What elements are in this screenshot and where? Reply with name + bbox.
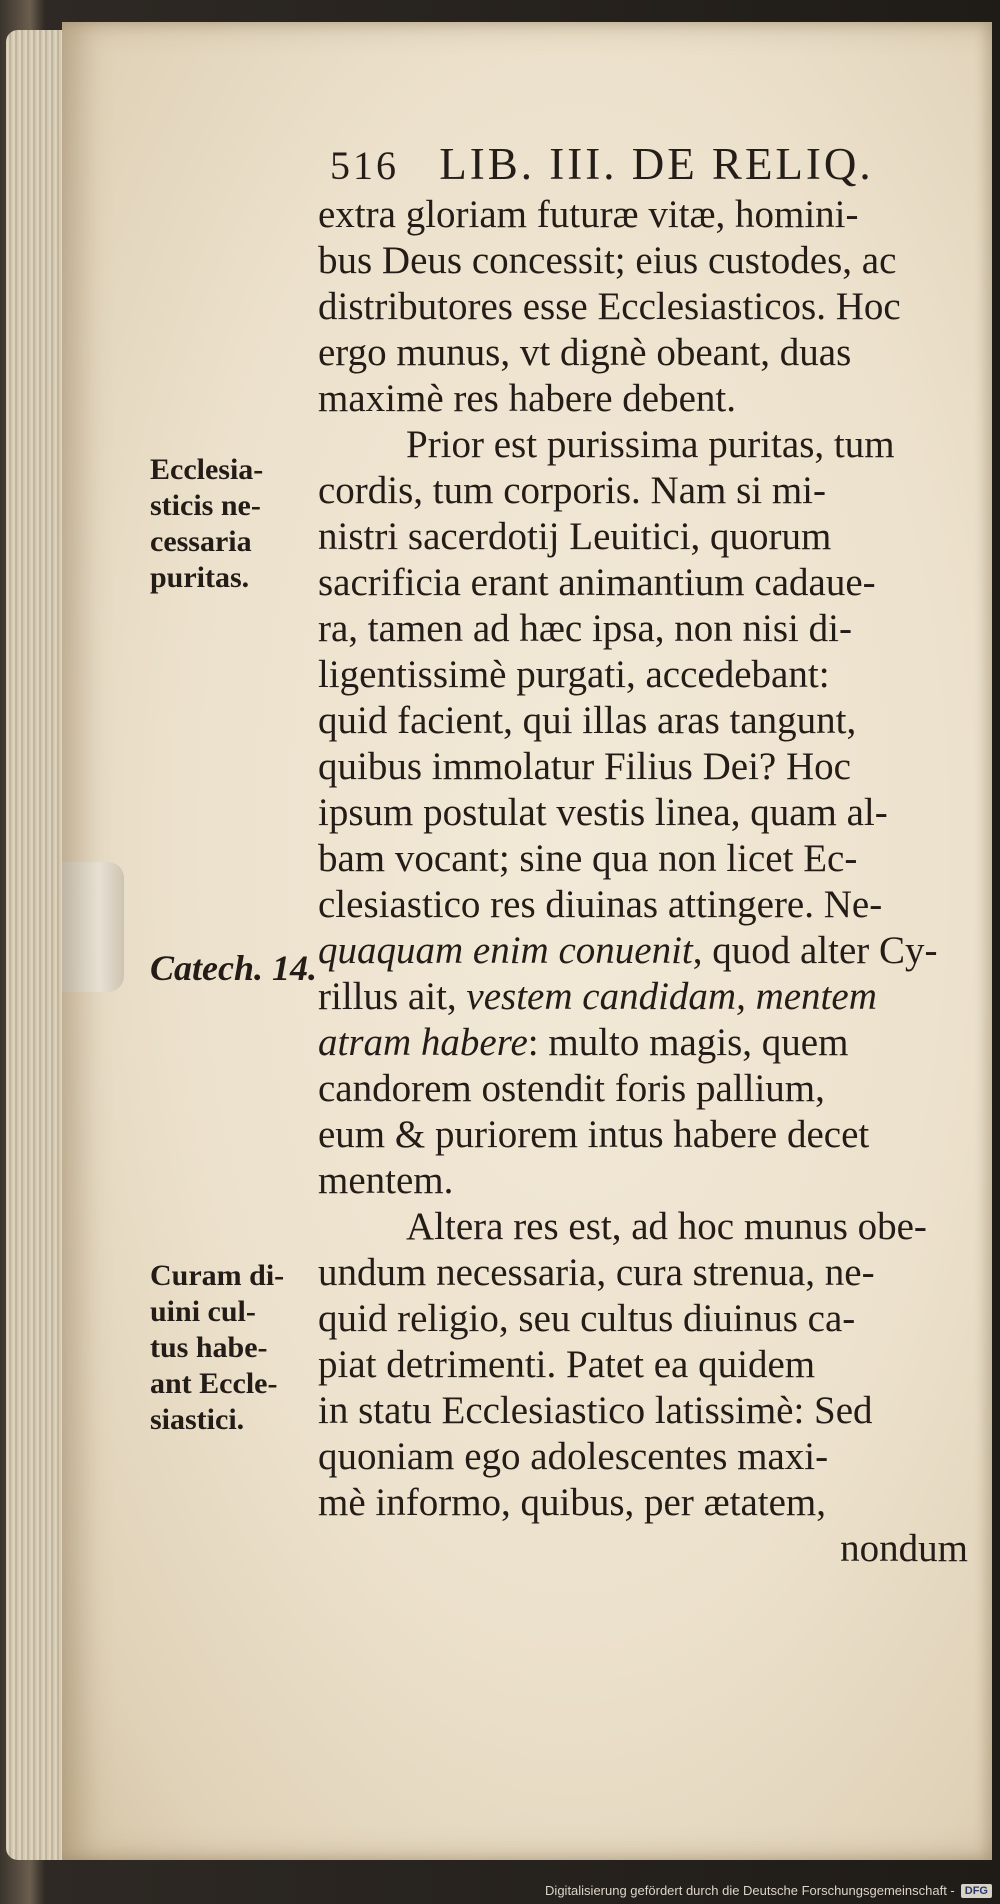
text-line: extra gloriam futuræ vitæ, homini- [318, 193, 859, 236]
margin-note-catechesis [150, 950, 320, 986]
margin-note-line: Catech. 14. [150, 948, 317, 988]
text-line: undum necessaria, cura strenua, ne- [318, 1251, 875, 1294]
text-line: candorem ostendit foris pallium, [318, 1067, 825, 1110]
margin-note-curam [150, 1258, 320, 1438]
dfg-logo: DFG [961, 1884, 992, 1898]
text-line: quid religio, seu cultus diuinus ca- [318, 1297, 856, 1340]
text-line: ergo munus, vt dignè obeant, duas [318, 331, 852, 374]
text-line [318, 1020, 968, 1066]
margin-note-line: tus habe- [150, 1331, 268, 1364]
credit-text: Digitalisierung gefördert durch die Deutsche Forschungsgemeinschaft - [545, 1883, 955, 1898]
text-run: : multo magis, quem [527, 1021, 849, 1064]
text-line: quid facient, qui illas aras tangunt, [318, 699, 857, 742]
margin-note-line: ant Eccle- [150, 1367, 278, 1400]
text-line: mè informo, quibus, per ætatem, [318, 1481, 826, 1524]
running-title: LIB. III. DE RELIQ. [439, 139, 874, 189]
book-clasp [62, 862, 124, 992]
text-line: sacrificia erant animantium cadaue- [318, 561, 876, 604]
text-line: quibus immolatur Filius Dei? Hoc [318, 745, 851, 788]
quotation-text: atram habere [318, 1021, 528, 1064]
text-line: piat detrimenti. Patet ea quidem [318, 1343, 816, 1386]
body-text [318, 192, 968, 1572]
running-header [330, 138, 950, 196]
catchword: nondum [840, 1527, 968, 1570]
text-line: maximè res habere debent. [318, 377, 736, 420]
text-line: mentem. [318, 1159, 454, 1202]
quotation-text: vestem candidam, mentem [466, 975, 877, 1018]
text-line: ipsum postulat vestis linea, quam al- [318, 791, 888, 834]
margin-note-puritas [150, 452, 320, 596]
quotation-text: quaquam enim conuenit [318, 929, 693, 972]
margin-note-line: puritas. [150, 561, 250, 594]
text-line: clesiastico res diuinas attingere. Ne- [318, 883, 883, 926]
text-run: , quod alter Cy- [692, 929, 938, 972]
text-line: Altera res est, ad hoc munus obe- [406, 1205, 927, 1248]
text-line: ra, tamen ad hæc ipsa, non nisi di- [318, 607, 852, 650]
margin-note-line: uini cul- [150, 1295, 256, 1328]
text-line [318, 974, 968, 1020]
page-number: 516 [330, 143, 399, 188]
text-line: distributores esse Ecclesiasticos. Hoc [318, 285, 901, 328]
text-line: quoniam ego adolescentes maxi- [318, 1435, 829, 1478]
margin-note-line: Curam di- [150, 1259, 285, 1292]
text-line: bam vocant; sine qua non licet Ec- [318, 837, 858, 880]
text-line: eum & puriorem intus habere decet [318, 1113, 870, 1156]
text-line: cordis, tum corporis. Nam si mi- [318, 469, 827, 512]
text-line: bus Deus concessit; eius custodes, ac [318, 239, 897, 282]
text-line [318, 928, 968, 974]
text-line: nistri sacerdotij Leuitici, quorum [318, 515, 832, 558]
text-line: Prior est purissima puritas, tum [406, 423, 895, 466]
margin-note-line: sticis ne- [150, 489, 261, 522]
text-line: in statu Ecclesiastico latissimè: Sed [318, 1389, 873, 1432]
text-line: ligentissimè purgati, accedebant: [318, 653, 830, 696]
text-run: rillus ait, [318, 975, 467, 1018]
margin-note-line: siastici. [150, 1403, 245, 1436]
margin-note-line: Ecclesia- [150, 453, 264, 486]
margin-note-line: cessaria [150, 525, 252, 558]
digitization-credit [545, 1883, 992, 1898]
